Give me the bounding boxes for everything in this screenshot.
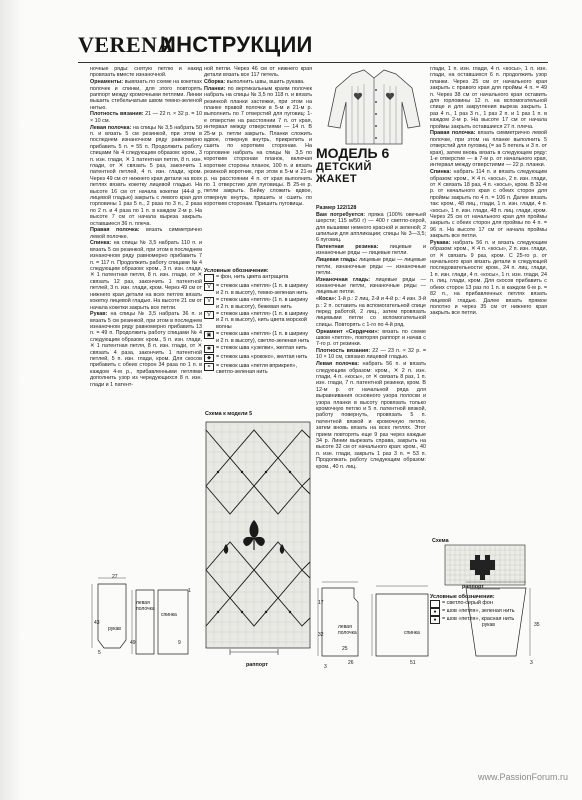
paragraph: Левая полочка: набрать 56 п. и вязать следующим образом: кром., ✕ 2 п. изн. глади, 4 п. «косы», от ✕ связать 8 раз, 1 п. изн. глади, 7 п. патентной резинки, кром. В 12-м р. от начальной ряда для выравнивания основного узора полоски и узора планки в высоту провязать только кромочную петлю и 5 п. патентной вязкой, работу повернуть, провязать 5 п. патентной вязкой и кромочную петлю, затем вновь вязать на всех петлях. Этот прием повторять еще 9 раз через каждые 34 р. Линии вырезать справа, закрыть на высоте 32 см от начального края: кром., 40 п. изн. глади, закрыть 1 раз 3 п. = 53 п. Продолжать работу следующим образом: кром., 40 п. лиц. xyxy=(316,361,426,470)
scheme-5-title: Схема к модели 5 xyxy=(205,411,253,417)
piece-label: левая полочка xyxy=(136,600,155,612)
paragraph: Вам потребуется: пряжа (100% овечьей шерсти; 115 м/50 г) — 400 г светло-серой, для вышивки немного красной и зеленой; 2 шпильки для аппликации; спицы № 3—3,5; 6 пуговиц. xyxy=(316,211,426,244)
scheme-6-title: Схема xyxy=(432,538,449,544)
legend-item: ▣ = стежок шва «петля» (1 п. в ширину и 2 п. в высоту), светло-зеленая нить xyxy=(204,331,312,344)
dim-label: 9 xyxy=(178,640,181,646)
paragraph: Рукав: на спицы № 3,5 набрать 36 п. и вязать 5 см резинкой, при этом в последнем изнаночном ряду равномерно прибавить 13 п. = 49 п. Продолжить работу спицами № 4 следующим образом: кром., 5 п. изн. глади, ✕ 1 патентная петля, 8 п. изн. глади, от ✕ связать 4 раза, закончить 1 патентной петлей, 5 п. изн. глади, кром. Для скосов прибавить с обеих сторон 34 раза по 1 п. в каждом 4-м р., прибавленными петлями дополнить узор из чередующихся 8 п. изн. глади и 1 патент- xyxy=(90,311,202,388)
brand-logo: VERENA xyxy=(78,32,174,57)
page-title: ИНСТРУКЦИИ xyxy=(160,32,313,57)
legend-symbol: V xyxy=(204,311,214,319)
piece-label: рукав xyxy=(108,626,121,632)
paragraph: Орнаменты: вывязать по схеме на кокетках полочек и спинки, для этого повторять раппорт между кромочными петлями. Линии вышить стебельчатым швом темно-зеленой нитью. xyxy=(90,79,202,111)
scheme-5-chart xyxy=(204,420,312,660)
legend-item: ✱ = стежок шва «узелки», желтая нить xyxy=(204,345,312,353)
model-title-line-2: ЖАКЕТ xyxy=(316,173,358,185)
paragraph: Плотность вязания: 22 — 23 п. × 32 р. = 10 × 10 см, связано лицевой гладью. xyxy=(316,348,426,361)
dim-label: 43 xyxy=(94,620,100,626)
instructions-column-1 xyxy=(90,66,202,546)
paragraph: Правая полочка: вязать симметрично левой полочке. xyxy=(90,227,202,240)
dim-label: 51 xyxy=(410,660,416,666)
legend-item: V = стежок шва «петля» (1 п. в ширину и 2 п. в высоту), темно-зеленая нить xyxy=(204,283,312,296)
scheme-5-rapport-label: раппорт xyxy=(246,662,268,668)
legend-title: Условные обозначения: xyxy=(204,268,269,274)
legend-symbol: ● xyxy=(430,608,440,616)
paragraph: глади, 1 п. изн. глади, 4 п. «косы», 1 п. изн. глади, на оставшихся 6 п. продолжить узор планки. Через 25 см от начального края закрыть с правого края для проймы 4 п. = 49 п. Через 38 см от начального края оставить для горловины 12 п. на вспомогательной спице и для закругления выреза закрыть 1 раз 4 п., 1 раз 3 п., 1 раз 2 п. и 1 раз 1 п. в каждом 2-м р. На высоте 17 см от начала проймы закрыть оставшиеся 27 п. плеча. xyxy=(430,66,547,130)
legend-symbol: ▣ xyxy=(204,331,214,339)
header-rule xyxy=(78,62,548,63)
legend-symbol: ◆ xyxy=(204,354,214,362)
piece-label: спинка xyxy=(404,630,420,636)
paragraph: Орнамент «Сердечки»: вязать по схеме швом «петля», повторяя раппорт и начав с 7-го р. от резинки. xyxy=(316,328,426,348)
dim-label: 49 xyxy=(130,640,136,646)
paragraph: «Коса»: 1-й р.: 2 лиц. 2-й и 4-й р.: 4 изн. 3-й р.: 2 п. оставить на вспомогательной спице перед работой, 2 лиц., затем провязать лицевыми петли со вспомогательной спицы. Повторять с 1-го по 4-й ряд. xyxy=(316,296,426,328)
piece-label: рукав xyxy=(482,622,495,628)
paragraph: ночные ряды: снятую петлю и накид провязать вместе изнаночной. xyxy=(90,66,202,79)
dim-label: 17 xyxy=(318,600,324,606)
legend-symbol: V xyxy=(204,283,214,291)
legend-item: V = стежок шва «петля» (1 п. в ширину и 2 п. в высоту), бежевая нить xyxy=(204,297,312,310)
paragraph: Левая полочка: на спицы № 3,5 набрать 50 п. и вязать 5 см резинкой, при этом в последнем изнаночном ряду равномерно прибавить 5 п. = 55 п. Продолжить работу спицами № 4 следующим образом: кром., 3 п. изн. глади, ✕ 1 патентная петля, 8 п. изн. глади, от ✕ связать 5 раз, закончить 1 патентной петлей, 4 п. изн. глади, кром. Через 49 см от нижнего края детали на всех петлях вязать кокетку лицевой гладью. На высоте 16 см от начала кокетки (44-й р. лицевой гладью) закрыть с левого края для горловины 1 раз 5 п., 2 раза по 3 п., 2 раза по 2 п. и 4 раза по 1 п. в каждом 2-м р. На высоте 7 см от начала выреза закрыть оставшиеся 36 п. плеча. xyxy=(90,124,202,227)
dim-label: 25 xyxy=(342,646,348,652)
legend-title: Условные обозначения: xyxy=(430,594,495,600)
model-heading xyxy=(316,146,426,185)
paragraph: Правая полочка: вязать симметрично левой полочке, при этом на планке выполнить 5 отверстий для пуговиц (= за 5 петель и 3 п. от края), затем вновь вязать в следующем ряду: 1-е отверстие — в 7-м р. от начального края, интервал между отверстиями — 22 р. планки. xyxy=(430,130,547,169)
paragraph: Планки: по вертикальным краям полочек набрать на спицы № 3,5 по 118 п. и вязать резинкой планки застежки, при этом на планке правой полочки в 5-м и 21-м р. выполнить по 7 отверстий для пуговиц: 1-е отверстие на расстоянии 7 п. от края, интервал между отверстиями — 14 п. В 25-м р. петли закрыть. Планки сложить вдвое, отвернув внутрь, прикрепить и сшить по коротким сторонам. На горловине набрать на спицы № 3,5 по коротким сторонам планок, включая короткие стороны планок, 100 п. и вязать резинкой воротник, при этом в 5-м и 21-м р. на расстоянии 4 п. от края выполнить по 1 отверстию для пуговицы. В 25-м р. петли закрыть. Бейку сложить вдвое, отвернув внутрь, пришить и сшить по коротким сторонам. Пришить пуговицы. xyxy=(204,85,312,208)
legend-symbol: ● xyxy=(430,616,440,624)
piece-label: левая полочка xyxy=(338,624,357,636)
legend-item: ● = шов «петля», зеленая нить xyxy=(430,608,547,616)
legend-symbol xyxy=(204,274,214,282)
legend-symbol: = xyxy=(204,363,214,371)
page-header xyxy=(78,28,378,62)
dim-label: 3 xyxy=(530,660,533,666)
page-fold-shadow xyxy=(0,0,22,800)
legend-symbol: V xyxy=(204,297,214,305)
dim-label: 26 xyxy=(348,660,354,666)
scheme-6-rapport-label: раппорт xyxy=(462,584,484,590)
instructions-column-3 xyxy=(316,205,426,595)
paragraph: Изнаночная гладь: лицевые ряды — изнаночные петли, изнаночные ряды — лицевые петли. xyxy=(316,276,426,296)
piece-label: спинка xyxy=(161,612,177,618)
pattern-pieces-model-5 xyxy=(88,570,202,662)
dim-label: 35 xyxy=(534,622,540,628)
dim-label: 1 xyxy=(188,588,191,594)
paragraph: Плотность вязания: 21 — 22 п. × 32 р. = 10 × 10 см. xyxy=(90,111,202,124)
dim-label: 27 xyxy=(112,574,118,580)
instructions-column-4 xyxy=(430,66,547,418)
legend-item: ◆ = стежок шва «рококо», желтая нить xyxy=(204,354,312,362)
legend-item: ● = шов «петля», красная нить xyxy=(430,616,547,624)
paragraph: Спинка: на спицы № 3,5 набрать 110 п. и вязать 5 см резинкой, при этом в последнем изнаночном ряду равномерно прибавить 7 п. = 117 п. Продолжить работу спицами № 4 следующим образом: кром., 3 п. изн. глади, ✕ 1 патентная петля, 8 п. изн. глади, от ✕ связать 12 раз, закончить 1 патентной петлей, 3 п. изн. глади, кром. Через 49 см от нижнего края детали на всех петлях вязать кокетку лицевой гладью. На высоте 21 см от начала кокетки закрыть все петли. xyxy=(90,240,202,311)
dim-label: 32 xyxy=(318,632,324,638)
legend-item: = светло-серый фон xyxy=(430,600,547,608)
pattern-pieces-model-6 xyxy=(316,578,546,668)
dim-label: 5 xyxy=(98,650,101,656)
legend-item: V = стежок шва «петля» (1 п. в ширину и 2 п. в высоту), нить цвета морской волны xyxy=(204,311,312,330)
model-number: МОДЕЛЬ 6 xyxy=(316,145,390,161)
paragraph: Размер 122/128 xyxy=(316,205,357,211)
legend-symbol: ✱ xyxy=(204,345,214,353)
dim-label: 3 xyxy=(324,664,327,670)
model-title-line-1: ДЕТСКИЙ xyxy=(316,161,372,173)
paragraph: Сборка: выполнить швы, вшить рукава. xyxy=(204,79,305,86)
paragraph: Рукава: набрать 56 п. и вязать следующим образом: кром., ✕ 4 п. «косы», 2 п. изн. глади, от ✕ связать 9 раз, кром. С 25-го р. от начального края вязать детали в следующей последовательности: кром., 24 п. лиц. глади, 1 п. изн. глади, 4 п. «косы», 1 п. изн. глади, 24 п. лиц. глади, кром. Для скосов прибавить с обеих сторон 13 раз по 1 п. в каждом 6-м р. = 82 п., на прибавленных петлях вязать лицевой гладью. Далее вязать прямое полотно и через 35 см от нижнего края закрыть все петли. xyxy=(430,239,547,317)
paragraph: Лицевая гладь: лицевые ряды — лицевые петли, изнаночные ряды — изнаночные петли. xyxy=(316,257,426,276)
paragraph: Патентная резинка: лицевые и изнаночные ряды — лицевые петли. xyxy=(316,244,426,257)
legend-model-5 xyxy=(204,268,312,377)
site-watermark: www.PassionForum.ru xyxy=(477,772,568,782)
legend-item: = фон, нить цвета антрацита xyxy=(204,274,312,282)
paragraph: ной петли. Через 46 см от нижнего края детали вязать все 117 петель. xyxy=(204,66,312,79)
jacket-illustration xyxy=(322,66,426,148)
legend-item: = = стежок шва «петля вприкреп», светло-зеленая нить xyxy=(204,363,312,376)
paragraph: Спинка: набрать 114 п. и вязать следующим образом: кром., ✕ 4 п. «косы», 2 п. изн. глади, от ✕ связать 18 раз, 4 п. «косы», кром. В 32-м р. от начального края с обеих сторон для проймы закрыть по 4 п. = 106 п. Далее вязать так: кром., 48 лиц., глади, 1 п. изн. глади, 4 п. «косы», 1 п. изн. глади, 48 п. лиц. глади, кром. Через 25 см от начального края для проймы закрыть с обеих сторон для проймы по 4 п. = 96 п. На высоте 17 см от начала проймы закрыть все петли. xyxy=(430,169,547,240)
